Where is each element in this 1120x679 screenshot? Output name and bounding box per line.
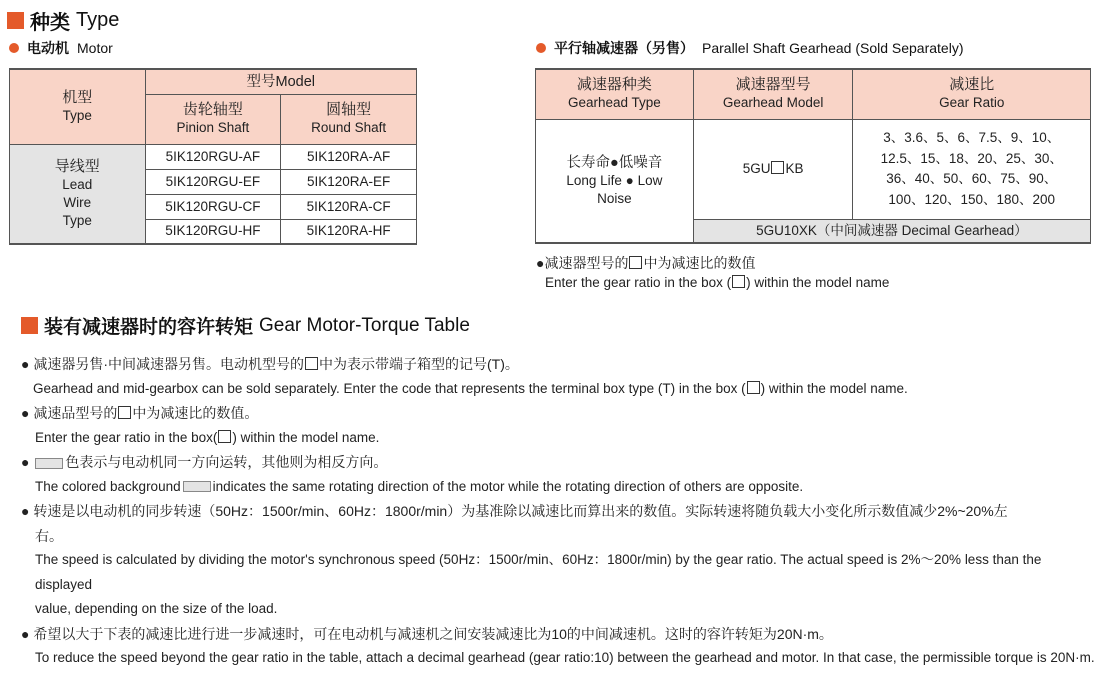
motor-table (9, 68, 417, 245)
note-5-en: To reduce the speed beyond the gear ratio in the table, attach a decimal gearhead (gear ratio:10) between the gearhead and motor. In that case, the permissible torque is 20N·m. (35, 650, 1095, 665)
box-icon (118, 406, 131, 419)
box-icon (305, 357, 318, 370)
type-section-title: 种类 Type (7, 6, 119, 35)
gray-swatch-icon (183, 481, 211, 492)
note-4-en-cont: value, depending on the size of the load. (35, 601, 278, 616)
box-icon (218, 430, 231, 443)
gearhead-note: ●减速器型号的 中为减速比的数值 Enter the gear ratio in the box ( ) within the model name (536, 255, 890, 290)
gearhead-model-cell: 5GU KB (693, 119, 853, 219)
pinion-model-cell: 5IK120RGU-EF (145, 169, 281, 194)
motor-subtitle: 电动机 Motor (9, 38, 113, 58)
note-1-en: Gearhead and mid-gearbox can be sold separately. Enter the code that represents the terminal box type (T) in the box ( ) within the model name. (33, 380, 908, 396)
round-model-cell: 5IK120RA-HF (281, 219, 417, 244)
pinion-model-cell: 5IK120RGU-CF (145, 194, 281, 219)
gearhead-table (535, 68, 1091, 244)
note-4-en: The speed is calculated by dividing the motor's synchronous speed (50Hz：1500r/min、60Hz：1800r/min) by the gear ratio. The actual speed is 2%～20% less than the displayed (35, 552, 1042, 592)
model-header: 型号Model (145, 69, 416, 94)
note-4-cn-cont: 右。 (35, 527, 63, 544)
gearhead-type-header: 减速器种类 Gearhead Type (536, 69, 694, 119)
box-icon (747, 381, 760, 394)
pinion-shaft-header: 齿轮轴型 Pinion Shaft (145, 94, 281, 144)
note-3-en: The colored background indicates the same rotating direction of the motor while the rotating direction of others are opposite. (35, 478, 804, 494)
note-2-cn: ● 减速品型号的 中为减速比的数值。 (21, 405, 259, 421)
box-icon (732, 275, 745, 288)
round-shaft-header: 圆轴型 Round Shaft (281, 94, 417, 144)
note-1-cn: ● 减速器另售·中间减速器另售。电动机型号的 中为表示带端子箱型的记号(T)。 (21, 356, 519, 372)
box-icon (629, 256, 642, 269)
gray-swatch-icon (35, 458, 63, 469)
round-model-cell: 5IK120RA-EF (281, 169, 417, 194)
note-3-cn: ● 色表示与电动机同一方向运转，其他则为相反方向。 (21, 454, 388, 470)
type-header: 机型 Type (10, 69, 146, 144)
gearhead-subtitle: 平行轴减速器（另售） Parallel Shaft Gearhead (Sold Separately) (536, 38, 963, 58)
note-4-cn: ● 转速是以电动机的同步转速（50Hz：1500r/min、60Hz：1800r/min）为基准除以减速比而算出来的数值。实际转速将随负载大小变化所示数值减少2%~20%左 (21, 503, 1008, 519)
gearhead-type-cell: 长寿命●低噪音 Long Life ● Low Noise (536, 119, 694, 243)
lead-wire-type-cell: 导线型 Lead Wire Type (10, 144, 146, 244)
round-model-cell: 5IK120RA-CF (281, 194, 417, 219)
bullet-dot-icon (536, 43, 546, 53)
section-square-icon (21, 317, 38, 334)
gear-ratio-header: 减速比 Gear Ratio (853, 69, 1091, 119)
note-5-cn: ● 希望以大于下表的减速比进行进一步减速时，可在电动机与减速机之间安装减速比为10的中间减速机。这时的容许转矩为20N·m。 (21, 625, 833, 642)
gearhead-model-header: 减速器型号 Gearhead Model (693, 69, 853, 119)
torque-section-title: 装有减速器时的容许转矩 Gear Motor-Torque Table (21, 312, 470, 339)
pinion-model-cell: 5IK120RGU-AF (145, 144, 281, 169)
notes-list (21, 352, 1101, 671)
model-box-icon (771, 161, 784, 174)
decimal-gearhead-cell: 5GU10XK（中间减速器 Decimal Gearhead） (693, 219, 1090, 243)
round-model-cell: 5IK120RA-AF (281, 144, 417, 169)
gear-ratio-cell: 3、3.6、5、6、7.5、9、10、 12.5、15、18、20、25、30、 36、40、50、60、75、90、 100、120、150、180、200 (853, 119, 1091, 219)
pinion-model-cell: 5IK120RGU-HF (145, 219, 281, 244)
section-square-icon (7, 12, 24, 29)
note-2-en: Enter the gear ratio in the box( ) within the model name. (35, 429, 380, 445)
bullet-dot-icon (9, 43, 19, 53)
